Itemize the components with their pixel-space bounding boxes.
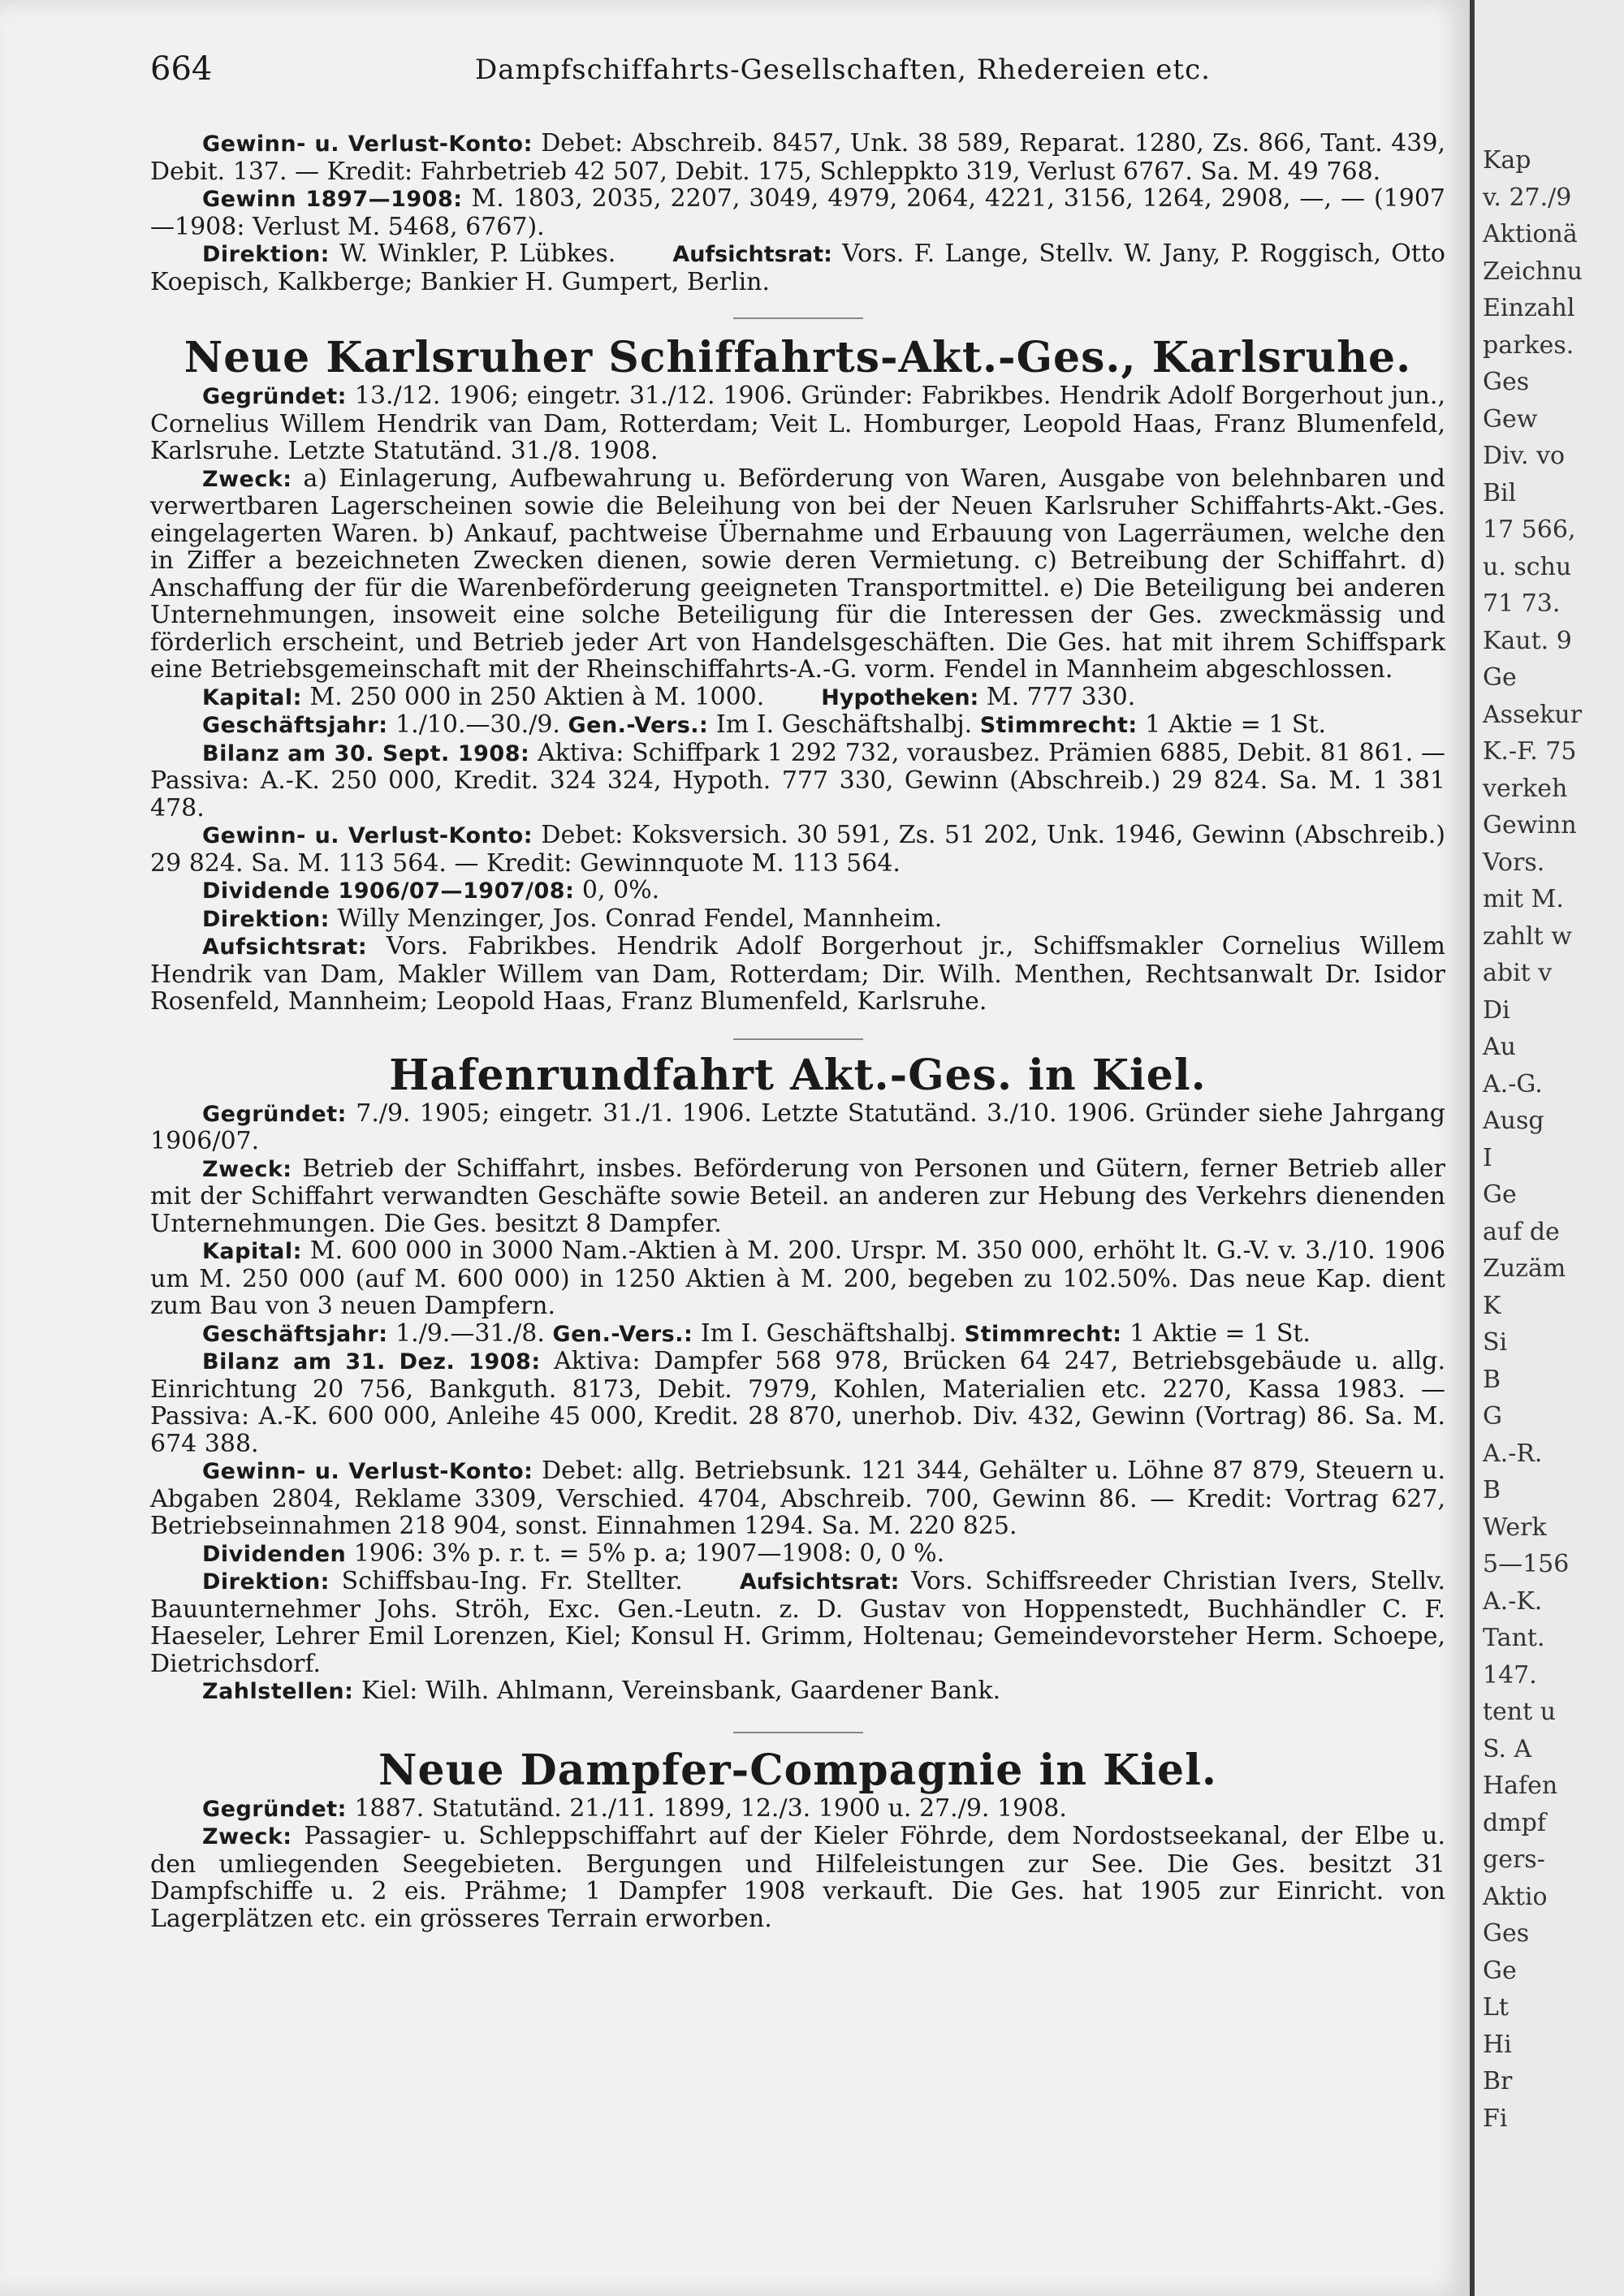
margin-fragment: Assekur: [1483, 700, 1583, 729]
margin-fragment: Ge: [1483, 1180, 1517, 1209]
margin-fragment: Ge: [1483, 663, 1517, 692]
margin-fragment: Ge: [1483, 1956, 1517, 1985]
s1-gv-konto: Gewinn- u. Verlust-Konto: Debet: Koksversich. 30 591, Zs. 51 202, Unk. 1946, Gewinn (Abschreib.) 29 824. Sa. M. 113 564. — Kredit: Gewinnquote M. 113 564.: [150, 821, 1445, 878]
margin-fragment: Fi: [1483, 2104, 1508, 2133]
margin-fragment: Hi: [1483, 2030, 1512, 2059]
running-title: Dampfschiffahrts-Gesellschaften, Rhedereien etc.: [475, 54, 1211, 86]
s3-zweck: Zweck: Passagier- u. Schleppschiffahrt auf der Kieler Föhrde, dem Nordostseekanal, der Elbe u. den umliegenden Seegebieten. Bergungen und Hilfeleistungen zur See. Die Ges. besitzt 31 Dampfschiffe u. 2 eis. Prähme; 1 Dampfer 1908 verkauft. Die Ges. hat 1905 zur Einricht. von Lagerplätzen etc. ein grösseres Terrain erworben.: [150, 1822, 1445, 1933]
prev-direktion: Direktion: W. Winkler, P. Lübkes. Aufsichtsrat: Vors. F. Lange, Stellv. W. Jany, P. Roggisch, Otto Koepisch, Kalkberge; Bankier H. Gumpert, Berlin.: [150, 240, 1445, 296]
page-number: 664: [150, 50, 213, 88]
margin-fragment: Di: [1483, 995, 1510, 1025]
margin-fragment: 71 73.: [1483, 589, 1561, 618]
margin-fragment: Zuzäm: [1483, 1254, 1566, 1283]
section-title-karlsruhe: Neue Karlsruher Schiffahrts-Akt.-Ges., Karlsruhe.: [184, 333, 1412, 382]
divider: [733, 1732, 863, 1733]
s1-bilanz: Bilanz am 30. Sept. 1908: Aktiva: Schiffpark 1 292 732, vorausbez. Prämien 6885, Debit. 81 861. — Passiva: A.-K. 250 000, Kredit. 324 324, Hypoth. 777 330, Gewinn (Abschreib.) 29 824. Sa. M. 1 381 478.: [150, 738, 1445, 822]
page-header: [150, 50, 1470, 99]
s1-aufsichtsrat: Aufsichtsrat: Vors. Fabrikbes. Hendrik Adolf Borgerhout jr., Schiffsmakler Cornelius Willem Hendrik van Dam, Makler Willem van Dam, Rotterdam; Dir. Wilh. Menthen, Rechtsanwalt Dr. Isidor Rosenfeld, Mannheim; Leopold Haas, Franz Blumenfeld, Karlsruhe.: [150, 932, 1445, 1016]
margin-fragment: Werk: [1483, 1513, 1547, 1542]
margin-fragment: Einzahl: [1483, 294, 1575, 322]
margin-fragment: Kaut. 9: [1483, 626, 1572, 655]
margin-fragment: dmpf: [1483, 1808, 1546, 1837]
margin-fragment: gers-: [1483, 1845, 1545, 1874]
section-title-hafenrundfahrt: Hafenrundfahrt Akt.-Ges. in Kiel.: [389, 1050, 1207, 1100]
margin-fragment: Div. vo: [1483, 442, 1566, 470]
margin-fragment: 5—156: [1483, 1550, 1570, 1578]
margin-fragment: tent u: [1483, 1698, 1557, 1726]
s1-geschaeftsjahr: Geschäftsjahr: 1./10.—30./9. Gen.-Vers.: Im I. Geschäftshalbj. Stimmrecht: 1 Aktie = 1 St.: [202, 710, 1327, 739]
prev-gewinn: Gewinn 1897—1908: M. 1803, 2035, 2207, 3049, 4979, 2064, 4221, 3156, 1264, 2908, —, — (1907—1908: Verlust M. 5468, 6767).: [150, 184, 1446, 241]
margin-fragment: verkeh: [1483, 774, 1568, 803]
s2-dividenden: Dividenden 1906: 3% p. r. t. = 5% p. a; 1907—1908: 0, 0 %.: [202, 1539, 945, 1568]
margin-fragment: Tant.: [1483, 1624, 1545, 1652]
margin-fragment: S. A: [1483, 1734, 1532, 1763]
margin-fragment: A.-K.: [1483, 1586, 1543, 1616]
s2-gegruendet: Gegründet: 7./9. 1905; eingetr. 31./1. 1906. Letzte Statutänd. 3./10. 1906. Gründer siehe Jahrgang 1906/07.: [150, 1098, 1445, 1155]
section-title-dampfer-compagnie: Neue Dampfer-Compagnie in Kiel.: [378, 1745, 1217, 1795]
s1-dividende: Dividende 1906/07—1907/08: 0, 0%.: [202, 876, 660, 904]
margin-fragment: u. schu: [1483, 552, 1572, 581]
margin-fragment: Zeichnu: [1483, 257, 1583, 286]
margin-fragment: parkes.: [1483, 330, 1574, 360]
adjacent-page-strip: [1470, 0, 1624, 2296]
margin-fragment: Kap: [1483, 146, 1531, 175]
margin-fragment: B: [1483, 1365, 1501, 1394]
s1-zweck: Zweck: a) Einlagerung, Aufbewahrung u. Beförderung von Waren, Ausgabe von belehnbaren und verwertbaren Lagerscheinen sowie die Beleihung von bei der Neuen Karlsruher Schiffahrts-Akt.-Ges. eingelagerten Waren. b) Ankauf, pachtweise Übernahme und Erbauung von Lagerräumen, welche den in Ziffer a bezeichneten Zwecken dienen, sowie deren Vermietung. c) Betreibung der Schiffahrt. d) Anschaffung der für die Warenbeförderung geeigneten Transportmittel. e) Die Beteiligung bei anderen Unternehmungen, insoweit eine solche Beteiligung für die Interessen der Ges. zweckmässig und förderlich erscheint, und Betrieb jeder Art von Handelsgeschäften. Die Ges. hat mit ihrem Schiffspark eine Betriebsgemeinschaft mit der Rheinschiffahrts-A.-G. vorm. Fendel in Mannheim abgeschlossen.: [150, 464, 1445, 684]
margin-fragment: mit M.: [1483, 885, 1564, 913]
s3-gegruendet: Gegründet: 1887. Statutänd. 21./11. 1899, 12./3. 1900 u. 27./9. 1908.: [202, 1793, 1067, 1823]
margin-fragment: 17 566,: [1483, 516, 1576, 544]
s2-geschaeftsjahr: Geschäftsjahr: 1./9.—31./8. Gen.-Vers.: Im I. Geschäftshalbj. Stimmrecht: 1 Aktie = 1 St.: [202, 1318, 1311, 1348]
margin-fragment: Ges: [1483, 368, 1530, 396]
margin-fragment: 147.: [1483, 1660, 1537, 1690]
s2-gv-konto: Gewinn- u. Verlust-Konto: Debet: allg. Betriebsunk. 121 344, Gehälter u. Löhne 87 879, Steuern u. Abgaben 2804, Reklame 3309, Verschied. 4704, Abschreib. 700, Gewinn 86. — Kredit: Vortrag 627, Betriebseinnahmen 218 904, sonst. Einnahmen 1294. Sa. M. 220 825.: [150, 1457, 1446, 1540]
s2-direktion: Direktion: Schiffsbau-Ing. Fr. Stellter. Aufsichtsrat: Vors. Schiffsreeder Christian Ivers, Stellv. Bauunternehmer Johs. Ströh, Exc. Gen.-Leutn. z. D. Gustav von Hoppenstedt, Buchhändler C. F. Haeseler, Lehrer Emil Lorenzen, Kiel; Konsul H. Grimm, Holtenau; Gemeindevorsteher Herm. Schoepe, Dietrichsdorf.: [150, 1567, 1445, 1678]
margin-fragment: Si: [1483, 1328, 1508, 1357]
margin-fragment: Au: [1483, 1033, 1516, 1061]
s2-bilanz: Bilanz am 31. Dez. 1908: Aktiva: Dampfer 568 978, Brücken 64 247, Betriebsgebäude u. allg. Einrichtung 20 756, Bankguth. 8173, Debit. 7979, Kohlen, Materialien etc. 2270, Kassa 1983. — Passiva: A.-K. 600 000, Anleihe 45 000, Kredit. 28 870, unerhob. Div. 432, Gewinn (Vortrag) 86. Sa. M. 674 388.: [150, 1347, 1446, 1458]
margin-fragment: Gewinn: [1483, 811, 1577, 839]
margin-fragment: Vors.: [1483, 848, 1545, 877]
margin-fragment: zahlt w: [1483, 921, 1572, 951]
s1-direktion: Direktion: Willy Menzinger, Jos. Conrad Fendel, Mannheim.: [202, 904, 943, 933]
margin-fragment: Aktio: [1483, 1882, 1548, 1911]
margin-fragment: Lt: [1483, 1993, 1509, 2022]
margin-fragment: Gew: [1483, 404, 1538, 434]
divider: [733, 317, 863, 319]
margin-fragment: abit v: [1483, 959, 1553, 987]
margin-fragment: K.-F. 75: [1483, 737, 1577, 766]
margin-fragment: G: [1483, 1402, 1502, 1431]
margin-fragment: A.-R.: [1483, 1439, 1543, 1468]
s1-kapital: Kapital: M. 250 000 in 250 Aktien à M. 1000. Hypotheken: M. 777 330.: [202, 682, 1136, 711]
margin-fragment: v. 27./9: [1483, 183, 1572, 212]
s2-zweck: Zweck: Betrieb der Schiffahrt, insbes. Beförderung von Personen und Gütern, ferner Betrieb aller mit der Schiffahrt verwandten Geschäfte sowie Beteil. an anderen zur Hebung des Verkehrs dienenden Unternehmungen. Die Ges. besitzt 8 Dampfer.: [150, 1154, 1445, 1238]
prev-gv-konto: Gewinn- u. Verlust-Konto: Debet: Abschreib. 8457, Unk. 38 589, Reparat. 1280, Zs. 866, Tant. 439, Debit. 137. — Kredit: Fahrbetrieb 42 507, Debit. 175, Schleppkto 319, Verlust 6767. Sa. M. 49 768.: [150, 129, 1445, 186]
margin-fragment: auf de: [1483, 1217, 1560, 1246]
margin-fragment: Aktionä: [1483, 220, 1578, 248]
s1-gegruendet: Gegründet: 13./12. 1906; eingetr. 31./12. 1906. Gründer: Fabrikbes. Hendrik Adolf Borgerhout jun., Cornelius Willem Hendrik van Dam, Rotterdam; Veit L. Homburger, Leopold Haas, Franz Blumenfeld, Karlsruhe. Letzte Statutänd. 31./8. 1908.: [150, 382, 1445, 465]
margin-fragment: Bil: [1483, 478, 1517, 507]
margin-fragment: Br: [1483, 2067, 1513, 2095]
margin-fragment: A.-G.: [1483, 1069, 1543, 1098]
margin-fragment: Ausg: [1483, 1107, 1544, 1135]
margin-fragment: B: [1483, 1476, 1501, 1504]
s2-zahlstellen: Zahlstellen: Kiel: Wilh. Ahlmann, Vereinsbank, Gaardener Bank.: [202, 1677, 1001, 1705]
divider: [733, 1038, 863, 1040]
margin-fragment: Ges: [1483, 1919, 1530, 1948]
page-content: [150, 130, 1445, 1932]
margin-fragment: Hafen: [1483, 1772, 1558, 1800]
margin-fragment: I: [1483, 1143, 1492, 1172]
margin-fragment: K: [1483, 1291, 1501, 1320]
s2-kapital: Kapital: M. 600 000 in 3000 Nam.-Aktien à M. 200. Urspr. M. 350 000, erhöht lt. G.-V. v. 3./10. 1906 um M. 250 000 (auf M. 600 000) in 1250 Aktien à M. 200, begeben zu 102.50%. Das neue Kap. dient zum Bau von 3 neuen Dampfern.: [150, 1236, 1445, 1320]
